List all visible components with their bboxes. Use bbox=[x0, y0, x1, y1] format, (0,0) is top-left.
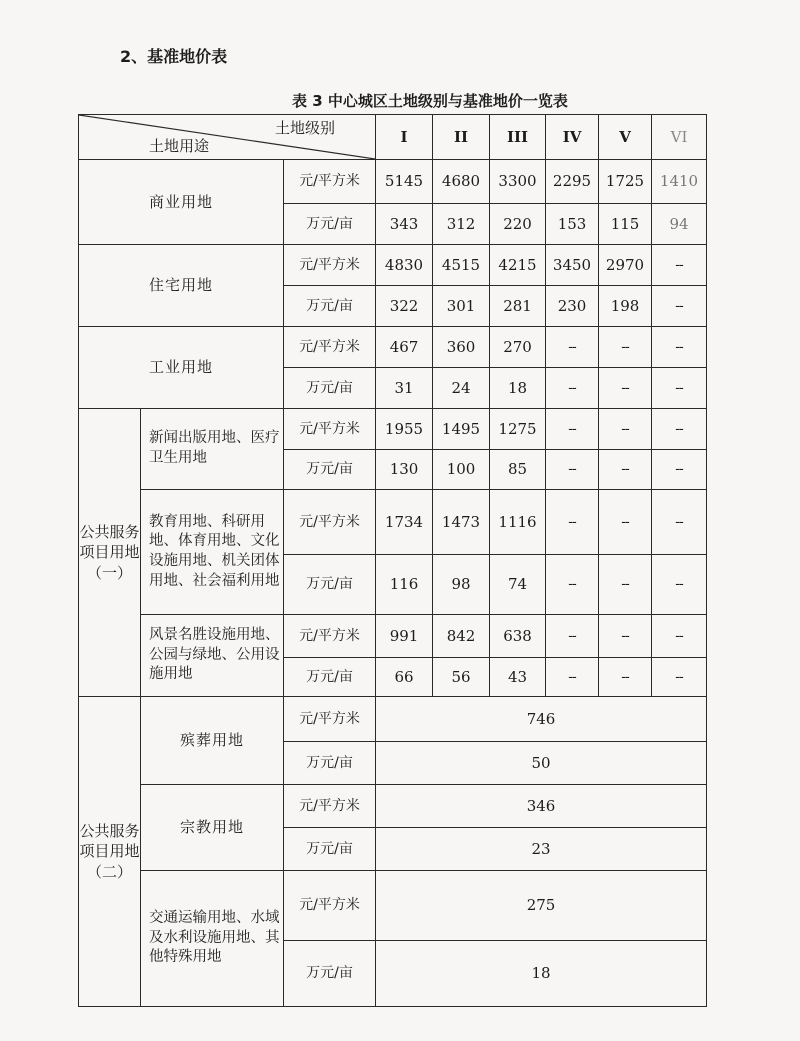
price-cell: -- bbox=[546, 409, 599, 450]
price-cell: 43 bbox=[490, 658, 546, 697]
price-cell: -- bbox=[599, 327, 652, 368]
price-cell: 3300 bbox=[490, 160, 546, 204]
price-cell: 116 bbox=[376, 555, 433, 615]
price-cell: -- bbox=[599, 658, 652, 697]
price-cell: 4680 bbox=[433, 160, 490, 204]
price-cell: 1955 bbox=[376, 409, 433, 450]
price-cell: 98 bbox=[433, 555, 490, 615]
price-cell: 281 bbox=[490, 286, 546, 327]
price-cell: -- bbox=[546, 490, 599, 555]
price-cell: 100 bbox=[433, 450, 490, 490]
price-cell: -- bbox=[546, 327, 599, 368]
price-cell: 220 bbox=[490, 204, 546, 245]
price-cell: -- bbox=[546, 615, 599, 658]
grade-header: IV bbox=[546, 115, 599, 160]
price-cell: 1725 bbox=[599, 160, 652, 204]
price-cell: -- bbox=[599, 368, 652, 409]
unit-label: 万元/亩 bbox=[284, 742, 376, 785]
price-cell: 3450 bbox=[546, 245, 599, 286]
land-use-label: 工业用地 bbox=[79, 327, 284, 409]
unit-label: 元/平方米 bbox=[284, 245, 376, 286]
land-use-label: 交通运输用地、水域及水利设施用地、其他特殊用地 bbox=[141, 871, 284, 1007]
price-cell: 198 bbox=[599, 286, 652, 327]
table-row bbox=[79, 697, 707, 742]
land-price-table bbox=[78, 114, 707, 1007]
price-cell: 467 bbox=[376, 327, 433, 368]
price-cell: 230 bbox=[546, 286, 599, 327]
grade-header: I bbox=[376, 115, 433, 160]
grade-header: VI bbox=[652, 115, 707, 160]
land-use-label: 住宅用地 bbox=[79, 245, 284, 327]
grade-header: V bbox=[599, 115, 652, 160]
price-cell: -- bbox=[546, 450, 599, 490]
price-cell: -- bbox=[652, 327, 707, 368]
price-cell: 5145 bbox=[376, 160, 433, 204]
unit-label: 元/平方米 bbox=[284, 409, 376, 450]
price-cell: 4515 bbox=[433, 245, 490, 286]
price-cell: 312 bbox=[433, 204, 490, 245]
price-cell: -- bbox=[652, 286, 707, 327]
price-cell: 746 bbox=[376, 697, 707, 742]
price-cell: -- bbox=[652, 368, 707, 409]
price-cell: 346 bbox=[376, 785, 707, 828]
price-cell: 115 bbox=[599, 204, 652, 245]
price-cell: 1495 bbox=[433, 409, 490, 450]
price-cell: -- bbox=[652, 409, 707, 450]
price-cell: 18 bbox=[490, 368, 546, 409]
price-cell: 275 bbox=[376, 871, 707, 941]
price-cell: 301 bbox=[433, 286, 490, 327]
price-cell: 1734 bbox=[376, 490, 433, 555]
unit-label: 元/平方米 bbox=[284, 490, 376, 555]
unit-label: 万元/亩 bbox=[284, 828, 376, 871]
price-cell: 4830 bbox=[376, 245, 433, 286]
unit-label: 元/平方米 bbox=[284, 785, 376, 828]
price-cell: -- bbox=[652, 615, 707, 658]
land-use-label: 殡葬用地 bbox=[141, 697, 284, 785]
land-use-label: 宗教用地 bbox=[141, 785, 284, 871]
header-row bbox=[79, 115, 707, 160]
price-cell: 638 bbox=[490, 615, 546, 658]
unit-label: 万元/亩 bbox=[284, 658, 376, 697]
price-cell: -- bbox=[652, 450, 707, 490]
price-cell: 4215 bbox=[490, 245, 546, 286]
unit-label: 万元/亩 bbox=[284, 368, 376, 409]
price-cell: -- bbox=[652, 245, 707, 286]
grade-header: III bbox=[490, 115, 546, 160]
unit-label: 万元/亩 bbox=[284, 941, 376, 1007]
grade-header: II bbox=[433, 115, 490, 160]
price-cell: -- bbox=[599, 450, 652, 490]
table-row bbox=[79, 871, 707, 941]
unit-label: 元/平方米 bbox=[284, 871, 376, 941]
price-cell: 23 bbox=[376, 828, 707, 871]
price-cell: -- bbox=[599, 409, 652, 450]
table-row bbox=[79, 615, 707, 658]
unit-label: 元/平方米 bbox=[284, 697, 376, 742]
price-cell: -- bbox=[652, 658, 707, 697]
price-cell: -- bbox=[599, 490, 652, 555]
price-cell: 18 bbox=[376, 941, 707, 1007]
unit-label: 万元/亩 bbox=[284, 286, 376, 327]
price-cell: 1275 bbox=[490, 409, 546, 450]
price-cell: 31 bbox=[376, 368, 433, 409]
header-land-grade: 土地级别 bbox=[275, 119, 336, 137]
header-land-use: 土地用途 bbox=[149, 136, 210, 155]
table-row bbox=[79, 245, 707, 286]
price-cell: 343 bbox=[376, 204, 433, 245]
price-cell: 24 bbox=[433, 368, 490, 409]
unit-label: 万元/亩 bbox=[284, 450, 376, 490]
table-caption: 表 3 中心城区土地级别与基准地价一览表 bbox=[292, 92, 568, 110]
land-use-label: 教育用地、科研用地、体育用地、文化设施用地、机关团体用地、社会福利用地 bbox=[141, 490, 284, 615]
land-use-label: 新闻出版用地、医疗卫生用地 bbox=[141, 409, 284, 490]
price-cell: 50 bbox=[376, 742, 707, 785]
group-label-public-1: 公共服务项目用地（一） bbox=[79, 409, 141, 697]
unit-label: 元/平方米 bbox=[284, 160, 376, 204]
price-cell: 1473 bbox=[433, 490, 490, 555]
diagonal-header-cell bbox=[79, 115, 376, 160]
price-cell: -- bbox=[546, 658, 599, 697]
price-cell: 842 bbox=[433, 615, 490, 658]
section-title: 2、基准地价表 bbox=[120, 47, 228, 66]
table-row bbox=[79, 160, 707, 204]
price-cell: -- bbox=[599, 615, 652, 658]
table-row bbox=[79, 327, 707, 368]
table-row bbox=[79, 785, 707, 828]
price-cell: -- bbox=[546, 555, 599, 615]
price-cell: 2295 bbox=[546, 160, 599, 204]
price-cell: 130 bbox=[376, 450, 433, 490]
land-use-label: 风景名胜设施用地、公园与绿地、公用设施用地 bbox=[141, 615, 284, 697]
unit-label: 万元/亩 bbox=[284, 204, 376, 245]
land-use-label: 商业用地 bbox=[79, 160, 284, 245]
price-cell: -- bbox=[599, 555, 652, 615]
price-cell: 94 bbox=[652, 204, 707, 245]
price-cell: -- bbox=[546, 368, 599, 409]
price-cell: 991 bbox=[376, 615, 433, 658]
price-cell: 322 bbox=[376, 286, 433, 327]
unit-label: 万元/亩 bbox=[284, 555, 376, 615]
price-cell: 74 bbox=[490, 555, 546, 615]
price-cell: 56 bbox=[433, 658, 490, 697]
price-cell: 270 bbox=[490, 327, 546, 368]
price-cell: 1116 bbox=[490, 490, 546, 555]
price-cell: 360 bbox=[433, 327, 490, 368]
price-cell: 66 bbox=[376, 658, 433, 697]
price-cell: -- bbox=[652, 555, 707, 615]
price-cell: 2970 bbox=[599, 245, 652, 286]
unit-label: 元/平方米 bbox=[284, 327, 376, 368]
group-label-public-2: 公共服务项目用地（二） bbox=[79, 697, 141, 1007]
table-row bbox=[79, 490, 707, 555]
price-cell: -- bbox=[652, 490, 707, 555]
price-cell: 1410 bbox=[652, 160, 707, 204]
table-row bbox=[79, 409, 707, 450]
unit-label: 元/平方米 bbox=[284, 615, 376, 658]
price-cell: 85 bbox=[490, 450, 546, 490]
price-cell: 153 bbox=[546, 204, 599, 245]
